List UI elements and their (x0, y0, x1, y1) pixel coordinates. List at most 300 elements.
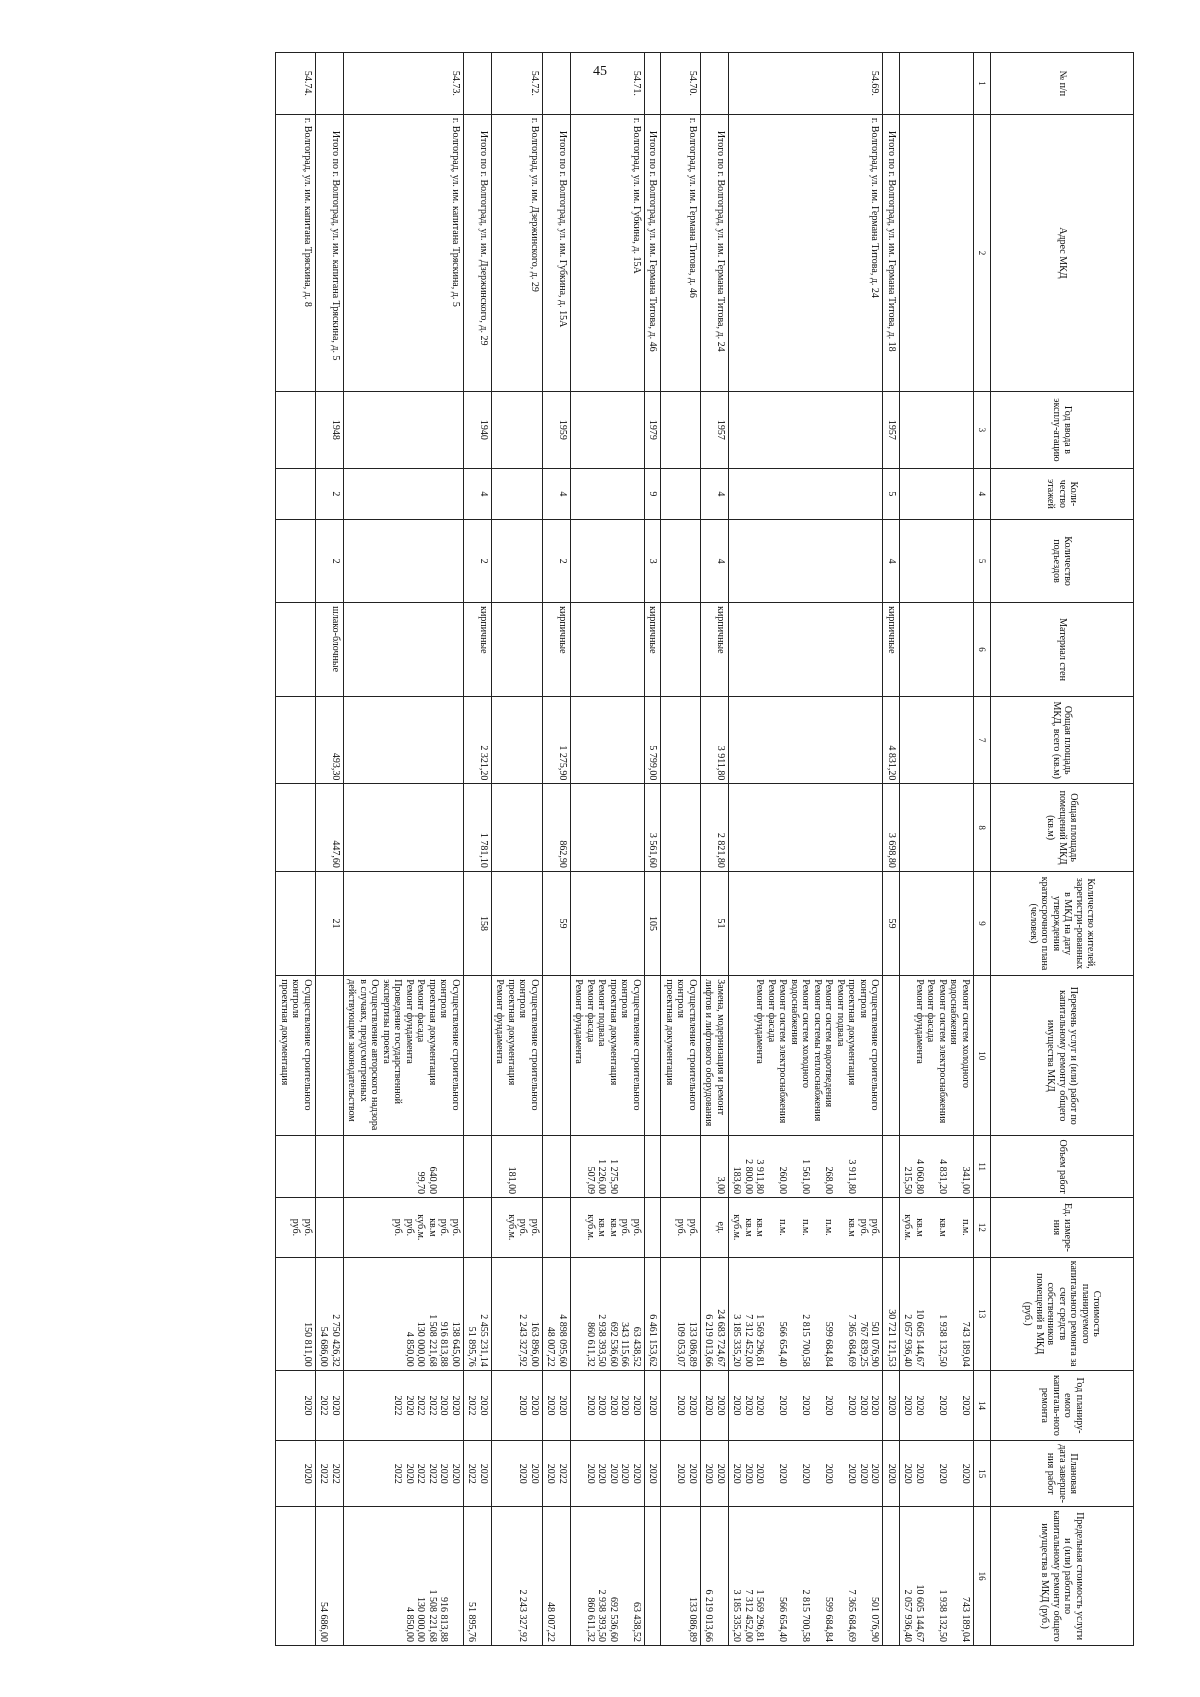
completion-date-cell (900, 1441, 974, 1507)
wall-material-cell (571, 603, 645, 697)
repair-year-cell-line: 2020 (777, 1395, 789, 1416)
premises-area-cell (276, 784, 316, 871)
repair-year-cell-line: 2020 (754, 1395, 766, 1416)
repair-year-cell-line: 2020 (545, 1395, 557, 1416)
cost-cell-line: 150 811,00 (302, 1322, 313, 1367)
year-cell: 1940 (464, 392, 492, 469)
completion-date-cell (571, 1441, 645, 1507)
completion-date-cell-line (766, 1444, 778, 1503)
residents-cell: 158 (464, 871, 492, 975)
works-cell-line: Ремонт систем электроснабжения (937, 979, 948, 1124)
works-cell-line: Ремонт фасада (766, 979, 777, 1043)
limit-cost-cell-line: 501 076,90 (869, 1597, 881, 1642)
limit-cost-cell-line: 10 605 144,67 (914, 1584, 925, 1642)
total-area-cell: 2 321,20 (464, 696, 492, 783)
cost-cell-line (948, 1261, 960, 1367)
works-cell-line: проектная документация (506, 979, 517, 1086)
volume-cell-line: 3 911,80 (754, 1159, 766, 1195)
address-cell: Итого по г. Волгоград, ул. им. Губкина, д. 15А (543, 114, 571, 391)
table-row (344, 53, 464, 1646)
unit-cell-line: кв.м (743, 1218, 754, 1237)
limit-cost-cell-line: 7 365 684,69 (846, 1589, 858, 1642)
works-cell (543, 976, 571, 1136)
limit-cost-cell-line: 916 813,88 (438, 1597, 450, 1642)
unit-cell (645, 1198, 662, 1258)
completion-date-cell-line: 2020 (529, 1463, 540, 1484)
volume-cell-line (858, 1139, 870, 1194)
works-cell-line: Осуществление строительного контроля (517, 979, 540, 1111)
works-cell-line: Ремонт систем холодного водоснабжения (789, 979, 812, 1089)
column-header: Количество подъездов (991, 519, 1134, 602)
year-cell: 1957 (701, 392, 729, 469)
address-cell (900, 114, 974, 391)
volume-cell-line (766, 1139, 778, 1194)
unit-cell-line: куб.м. (902, 1214, 914, 1241)
repair-year-cell (492, 1370, 543, 1440)
repair-year-cell (900, 1370, 974, 1440)
unit-cell-line (835, 1201, 847, 1254)
repair-year-cell-line: 2022 (415, 1395, 427, 1416)
unit-cell-line: руб. (404, 1218, 415, 1237)
works-cell-line: Осуществление строительного контроля (675, 979, 698, 1111)
column-number: 13 (974, 1257, 991, 1370)
table-row (571, 53, 645, 1646)
total-row (543, 53, 571, 1646)
row-number: 54.71. (571, 53, 645, 115)
works-cell (316, 976, 344, 1136)
premises-area-cell: 3 561,60 (645, 784, 662, 871)
repair-year-cell (543, 1370, 571, 1440)
wall-material-cell (661, 603, 701, 697)
floors-cell (661, 468, 701, 519)
floors-cell (344, 468, 464, 519)
wall-material-cell: шлако-блочные (316, 603, 344, 697)
address-cell: Итого по г. Волгоград, ул. им. капитана Тряскина, д. 5 (316, 114, 344, 391)
works-cell-line: Ремонт фундамента (573, 979, 585, 1064)
limit-cost-cell-line (925, 1510, 937, 1642)
limit-cost-cell-line (619, 1510, 631, 1642)
repair-year-cell-line: 2022 (427, 1395, 438, 1416)
repair-year-cell (661, 1370, 701, 1440)
limit-cost-cell (645, 1507, 662, 1646)
completion-date-cell-line: 2020 (478, 1463, 489, 1484)
unit-cell (571, 1198, 645, 1258)
repair-year-cell (701, 1370, 729, 1440)
column-header: Плановая дата заверше-ния работ (991, 1441, 1134, 1507)
residents-cell (661, 871, 701, 975)
unit-cell-line: кв.м (846, 1218, 858, 1237)
entrances-cell: 4 (701, 519, 729, 602)
floors-cell: 9 (645, 468, 662, 519)
cost-cell-line: 599 684,84 (823, 1321, 835, 1367)
address-cell: г. Волгоград, ул. им. капитана Тряскина, д. 5 (344, 114, 464, 391)
repair-year-cell-line: 2022 (392, 1395, 404, 1416)
cost-cell (492, 1257, 543, 1370)
completion-date-cell-line: 2020 (647, 1463, 659, 1484)
wall-material-cell (344, 603, 464, 697)
limit-cost-cell (492, 1507, 543, 1646)
completion-date-cell-line: 2020 (777, 1463, 789, 1484)
completion-date-cell-line: 2020 (596, 1463, 608, 1484)
entrances-cell (729, 519, 884, 602)
completion-date-cell-line (812, 1444, 824, 1503)
limit-cost-cell-line: 1 569 296,81 (754, 1589, 766, 1642)
row-number: 54.72. (492, 53, 543, 115)
premises-area-cell: 862,90 (543, 784, 571, 871)
column-number: 8 (974, 784, 991, 871)
completion-date-cell-line: 2020 (545, 1463, 557, 1484)
unit-cell (492, 1198, 543, 1258)
total-area-cell: 493,30 (316, 696, 344, 783)
cost-cell-line: 7 365 684,69 (846, 1314, 858, 1367)
repair-year-cell-line: 2020 (902, 1395, 914, 1416)
completion-date-cell-line: 2020 (858, 1463, 869, 1484)
row-number (900, 53, 974, 115)
repair-year-cell-line: 2020 (302, 1395, 313, 1416)
entrances-cell: 4 (883, 519, 900, 602)
unit-cell-line: кв.м (608, 1218, 619, 1237)
cost-cell-line (766, 1261, 778, 1367)
premises-area-cell (344, 784, 464, 871)
year-cell: 1959 (543, 392, 571, 469)
unit-cell-line: п.м. (960, 1219, 971, 1236)
completion-date-cell-line: 2020 (450, 1463, 461, 1484)
column-header: № п/п (991, 53, 1134, 115)
repair-year-cell-line: 2020 (619, 1395, 631, 1416)
volume-cell (900, 1136, 974, 1198)
unit-cell-line: руб. (517, 1218, 529, 1237)
unit-cell (344, 1198, 464, 1258)
total-area-cell (900, 696, 974, 783)
column-number: 1 (974, 53, 991, 115)
repair-year-cell-line: 2020 (330, 1395, 341, 1416)
floors-cell (900, 468, 974, 519)
unit-cell (464, 1198, 492, 1258)
repair-year-cell-line (925, 1374, 937, 1437)
unit-cell (729, 1198, 884, 1258)
cost-cell (276, 1257, 316, 1370)
cost-cell (883, 1257, 900, 1370)
unit-cell-line: руб. (858, 1218, 869, 1237)
repair-year-cell-line: 2020 (869, 1395, 881, 1416)
works-cell-line: Ремонт фасада (585, 979, 596, 1043)
year-cell (729, 392, 884, 469)
volume-cell-line: 1 561,00 (800, 1159, 812, 1195)
unit-cell-line: руб. (438, 1218, 450, 1237)
table-row (276, 53, 316, 1646)
unit-cell-line: кв.м (754, 1218, 766, 1237)
repair-year-cell (464, 1370, 492, 1440)
entrances-cell: 2 (464, 519, 492, 602)
address-cell: г. Волгоград, ул. им. Германа Титова, д. 24 (729, 114, 884, 391)
floors-cell (276, 468, 316, 519)
cost-cell-line: 692 536,60 (608, 1321, 619, 1367)
column-number: 4 (974, 468, 991, 519)
unit-cell-line: руб. (392, 1218, 404, 1237)
cost-cell-line: 48 007,22 (545, 1326, 557, 1367)
residents-cell: 105 (645, 871, 662, 975)
volume-cell-line: 99,70 (415, 1171, 427, 1195)
works-cell-line: Ремонт фундамента (494, 979, 506, 1064)
total-area-cell (344, 696, 464, 783)
unit-cell (900, 1198, 974, 1258)
cost-cell (900, 1257, 974, 1370)
cost-cell-line: 1 569 296,81 (754, 1314, 766, 1367)
column-number: 5 (974, 519, 991, 602)
residents-cell (344, 871, 464, 975)
unit-cell-line: руб. (619, 1218, 631, 1237)
premises-area-cell (729, 784, 884, 871)
wall-material-cell: кирпичные (464, 603, 492, 697)
volume-cell-line: 640,00 (427, 1166, 438, 1195)
column-header: Коли-чество этажей (991, 468, 1134, 519)
volume-cell-line (438, 1139, 450, 1194)
entrances-cell (900, 519, 974, 602)
completion-date-cell (661, 1441, 701, 1507)
works-cell (729, 976, 884, 1136)
year-cell (900, 392, 974, 469)
volume-cell-line: 260,00 (777, 1166, 789, 1195)
works-cell-line: проектная документация (427, 979, 438, 1086)
address-cell: г. Волгоград, ул. им. Губкина, д. 15А (571, 114, 645, 391)
volume-cell (661, 1136, 701, 1198)
column-header: Общая площадь МКД, всего (кв.м) (991, 696, 1134, 783)
volume-cell-line (835, 1139, 847, 1194)
cost-cell-line: 7 312 452,00 (743, 1314, 754, 1367)
volume-cell-line (948, 1139, 960, 1194)
premises-area-cell (661, 784, 701, 871)
cost-cell (464, 1257, 492, 1370)
column-number: 16 (974, 1507, 991, 1646)
cost-cell-line: 4 898 095,60 (557, 1314, 568, 1367)
limit-cost-cell-line (557, 1510, 569, 1642)
row-number (316, 53, 344, 115)
completion-date-cell (701, 1441, 729, 1507)
completion-date-cell (543, 1441, 571, 1507)
completion-date-cell-line: 2022 (557, 1463, 568, 1484)
table-body (276, 53, 974, 1646)
unit-cell-line: руб. (529, 1218, 540, 1237)
volume-cell-line: 4 060,80 (914, 1159, 925, 1195)
completion-date-cell-line: 2022 (466, 1463, 478, 1484)
limit-cost-cell-line: 566 654,40 (777, 1597, 789, 1642)
address-cell: г. Волгоград, ул. им. капитана Тряскина, д. 8 (276, 114, 316, 391)
volume-cell-line (631, 1139, 643, 1194)
limit-cost-cell-line (302, 1510, 314, 1642)
column-header: Ед. измере-ния (991, 1198, 1134, 1258)
cost-cell-line: 2 815 700,58 (800, 1314, 812, 1367)
residents-cell: 59 (883, 871, 900, 975)
repair-year-cell-line: 2020 (846, 1395, 858, 1416)
unit-cell (883, 1198, 900, 1258)
volume-cell-line: 3,00 (715, 1176, 726, 1195)
completion-date-cell-line: 2020 (585, 1463, 596, 1484)
volume-cell-line (450, 1139, 462, 1194)
year-cell (571, 392, 645, 469)
capital-repair-table (276, 52, 1135, 1646)
repair-year-cell (645, 1370, 662, 1440)
limit-cost-cell (729, 1507, 884, 1646)
works-cell-line: Ремонт фундамента (914, 979, 925, 1064)
cost-cell-line: 767 839,25 (858, 1321, 869, 1367)
completion-date-cell-line: 2020 (823, 1463, 835, 1484)
unit-cell-line (948, 1201, 960, 1254)
unit-cell-line (812, 1201, 824, 1254)
completion-date-cell-line (835, 1444, 847, 1503)
works-cell-line: проектная документация (279, 979, 290, 1086)
column-number: 3 (974, 392, 991, 469)
limit-cost-cell (883, 1507, 900, 1646)
column-number: 10 (974, 976, 991, 1136)
wall-material-cell (276, 603, 316, 697)
page-number: 45 (593, 64, 607, 79)
limit-cost-cell (701, 1507, 729, 1646)
volume-cell-line (392, 1139, 404, 1194)
cost-cell-line: 54 686,00 (318, 1326, 330, 1367)
cost-cell-line: 2 938 393,50 (596, 1314, 608, 1367)
cost-cell-line: 51 895,76 (466, 1326, 478, 1367)
limit-cost-cell-line (835, 1510, 847, 1642)
repair-year-cell-line: 2020 (557, 1395, 568, 1416)
completion-date-cell (464, 1441, 492, 1507)
cost-cell-line: 130 000,00 (415, 1321, 427, 1367)
volume-cell-line: 181,00 (506, 1166, 517, 1195)
limit-cost-cell-line (450, 1510, 462, 1642)
cost-cell-line: 1 508 221,68 (427, 1314, 438, 1367)
volume-cell-line (529, 1139, 541, 1194)
total-area-cell (492, 696, 543, 783)
limit-cost-cell-line (529, 1510, 541, 1642)
limit-cost-cell-line (886, 1510, 898, 1642)
works-cell (661, 976, 701, 1136)
column-header: Год ввода в эксплу-атацию (991, 392, 1134, 469)
limit-cost-cell-line: 743 189,04 (960, 1597, 971, 1642)
limit-cost-cell (543, 1507, 571, 1646)
repair-year-cell-line: 2020 (937, 1395, 948, 1416)
header-row (991, 53, 1134, 1646)
entrances-cell (344, 519, 464, 602)
cost-cell-line: 2 057 936,40 (902, 1314, 914, 1367)
cost-cell-line: 24 683 724,67 (715, 1309, 726, 1367)
address-cell: г. Волгоград, ул. им. Дзержинского, д. 29 (492, 114, 543, 391)
unit-cell-line: кв.м (937, 1218, 948, 1237)
volume-cell (464, 1136, 492, 1198)
works-cell (701, 976, 729, 1136)
column-header: Стоимость планируемого капитального ремонта за счет средств собственников помещений в МКД (руб.) (991, 1257, 1134, 1370)
cost-cell-line: 133 086,89 (687, 1321, 698, 1367)
volume-cell-line: 4 831,20 (937, 1159, 948, 1195)
column-number: 9 (974, 871, 991, 975)
works-cell-line: Ремонт системы теплоснабжения (812, 979, 823, 1122)
repair-year-cell (571, 1370, 645, 1440)
premises-area-cell: 3 698,80 (883, 784, 900, 871)
completion-date-cell-line (789, 1444, 801, 1503)
completion-date-cell-line: 2022 (427, 1463, 438, 1484)
cost-cell (729, 1257, 884, 1370)
completion-date-cell-line: 2022 (392, 1463, 404, 1484)
works-cell-line: Ремонт фундамента (754, 979, 766, 1064)
repair-year-cell-line: 2020 (731, 1395, 743, 1416)
total-row (464, 53, 492, 1646)
total-area-cell (661, 696, 701, 783)
address-cell: г. Волгоград, ул. им. Германа Титова, д. 46 (661, 114, 701, 391)
completion-date-cell-line: 2020 (886, 1463, 897, 1484)
volume-cell (883, 1136, 900, 1198)
repair-year-cell-line: 2020 (596, 1395, 608, 1416)
limit-cost-cell-line: 2 243 327,92 (517, 1589, 529, 1642)
entrances-cell: 2 (543, 519, 571, 602)
entrances-cell (571, 519, 645, 602)
repair-year-cell-line: 2020 (858, 1395, 869, 1416)
premises-area-cell: 1 781,10 (464, 784, 492, 871)
works-cell-line: Ремонт систем холодного водоснабжения (948, 979, 971, 1089)
volume-cell-line: 3 911,80 (846, 1159, 858, 1195)
completion-date-cell-line: 2020 (675, 1463, 687, 1484)
repair-year-cell (729, 1370, 884, 1440)
works-cell-line: Ремонт фундамента (404, 979, 415, 1064)
total-row (316, 53, 344, 1646)
floors-cell (729, 468, 884, 519)
limit-cost-cell (900, 1507, 974, 1646)
cost-cell-line: 4 850,00 (404, 1331, 415, 1367)
volume-cell-line (869, 1139, 881, 1194)
limit-cost-cell-line (766, 1510, 778, 1642)
year-cell: 1979 (645, 392, 662, 469)
column-number: 2 (974, 114, 991, 391)
completion-date-cell (316, 1441, 344, 1507)
total-area-cell: 4 831,20 (883, 696, 900, 783)
total-row (645, 53, 662, 1646)
column-number-row (974, 53, 991, 1646)
row-number: 54.73. (344, 53, 464, 115)
cost-cell (316, 1257, 344, 1370)
cost-cell-line: 2 750 426,32 (330, 1314, 341, 1367)
volume-cell-line (789, 1139, 801, 1194)
wall-material-cell: кирпичные (645, 603, 662, 697)
limit-cost-cell-line: 54 686,00 (318, 1602, 330, 1642)
cost-cell-line: 63 438,52 (631, 1326, 642, 1367)
address-cell: Итого по г. Волгоград, ул. им. Дзержинского, д. 29 (464, 114, 492, 391)
volume-cell-line (619, 1139, 631, 1194)
repair-year-cell-line: 2022 (318, 1395, 330, 1416)
completion-date-cell (344, 1441, 464, 1507)
cost-cell-line (835, 1261, 847, 1367)
limit-cost-cell-line: 130 000,00 (415, 1597, 427, 1642)
cost-cell-line: 30 721 121,53 (886, 1309, 897, 1367)
repair-year-cell-line: 2022 (466, 1395, 478, 1416)
cost-cell-line: 343 115,66 (619, 1322, 631, 1367)
limit-cost-cell-line: 1 508 221,68 (427, 1589, 438, 1642)
completion-date-cell-line: 2022 (318, 1463, 330, 1484)
works-cell-line: Ремонт систем водоотведения (823, 979, 835, 1108)
table-row (900, 53, 974, 1646)
column-number: 12 (974, 1198, 991, 1258)
unit-cell-line: куб.м. (415, 1214, 427, 1241)
column-header: Адрес МКД (991, 114, 1134, 391)
address-cell: Итого по г. Волгоград, ул. им. Германа Титова, д. 24 (701, 114, 729, 391)
works-cell-line: Ремонт фасада (925, 979, 937, 1043)
unit-cell (543, 1198, 571, 1258)
repair-year-cell-line: 2020 (647, 1395, 659, 1416)
total-row (883, 53, 900, 1646)
cost-cell (571, 1257, 645, 1370)
column-number: 7 (974, 696, 991, 783)
repair-year-cell-line: 2020 (585, 1395, 596, 1416)
residents-cell (571, 871, 645, 975)
limit-cost-cell-line (858, 1510, 870, 1642)
repair-year-cell-line: 2020 (517, 1395, 529, 1416)
limit-cost-cell (661, 1507, 701, 1646)
